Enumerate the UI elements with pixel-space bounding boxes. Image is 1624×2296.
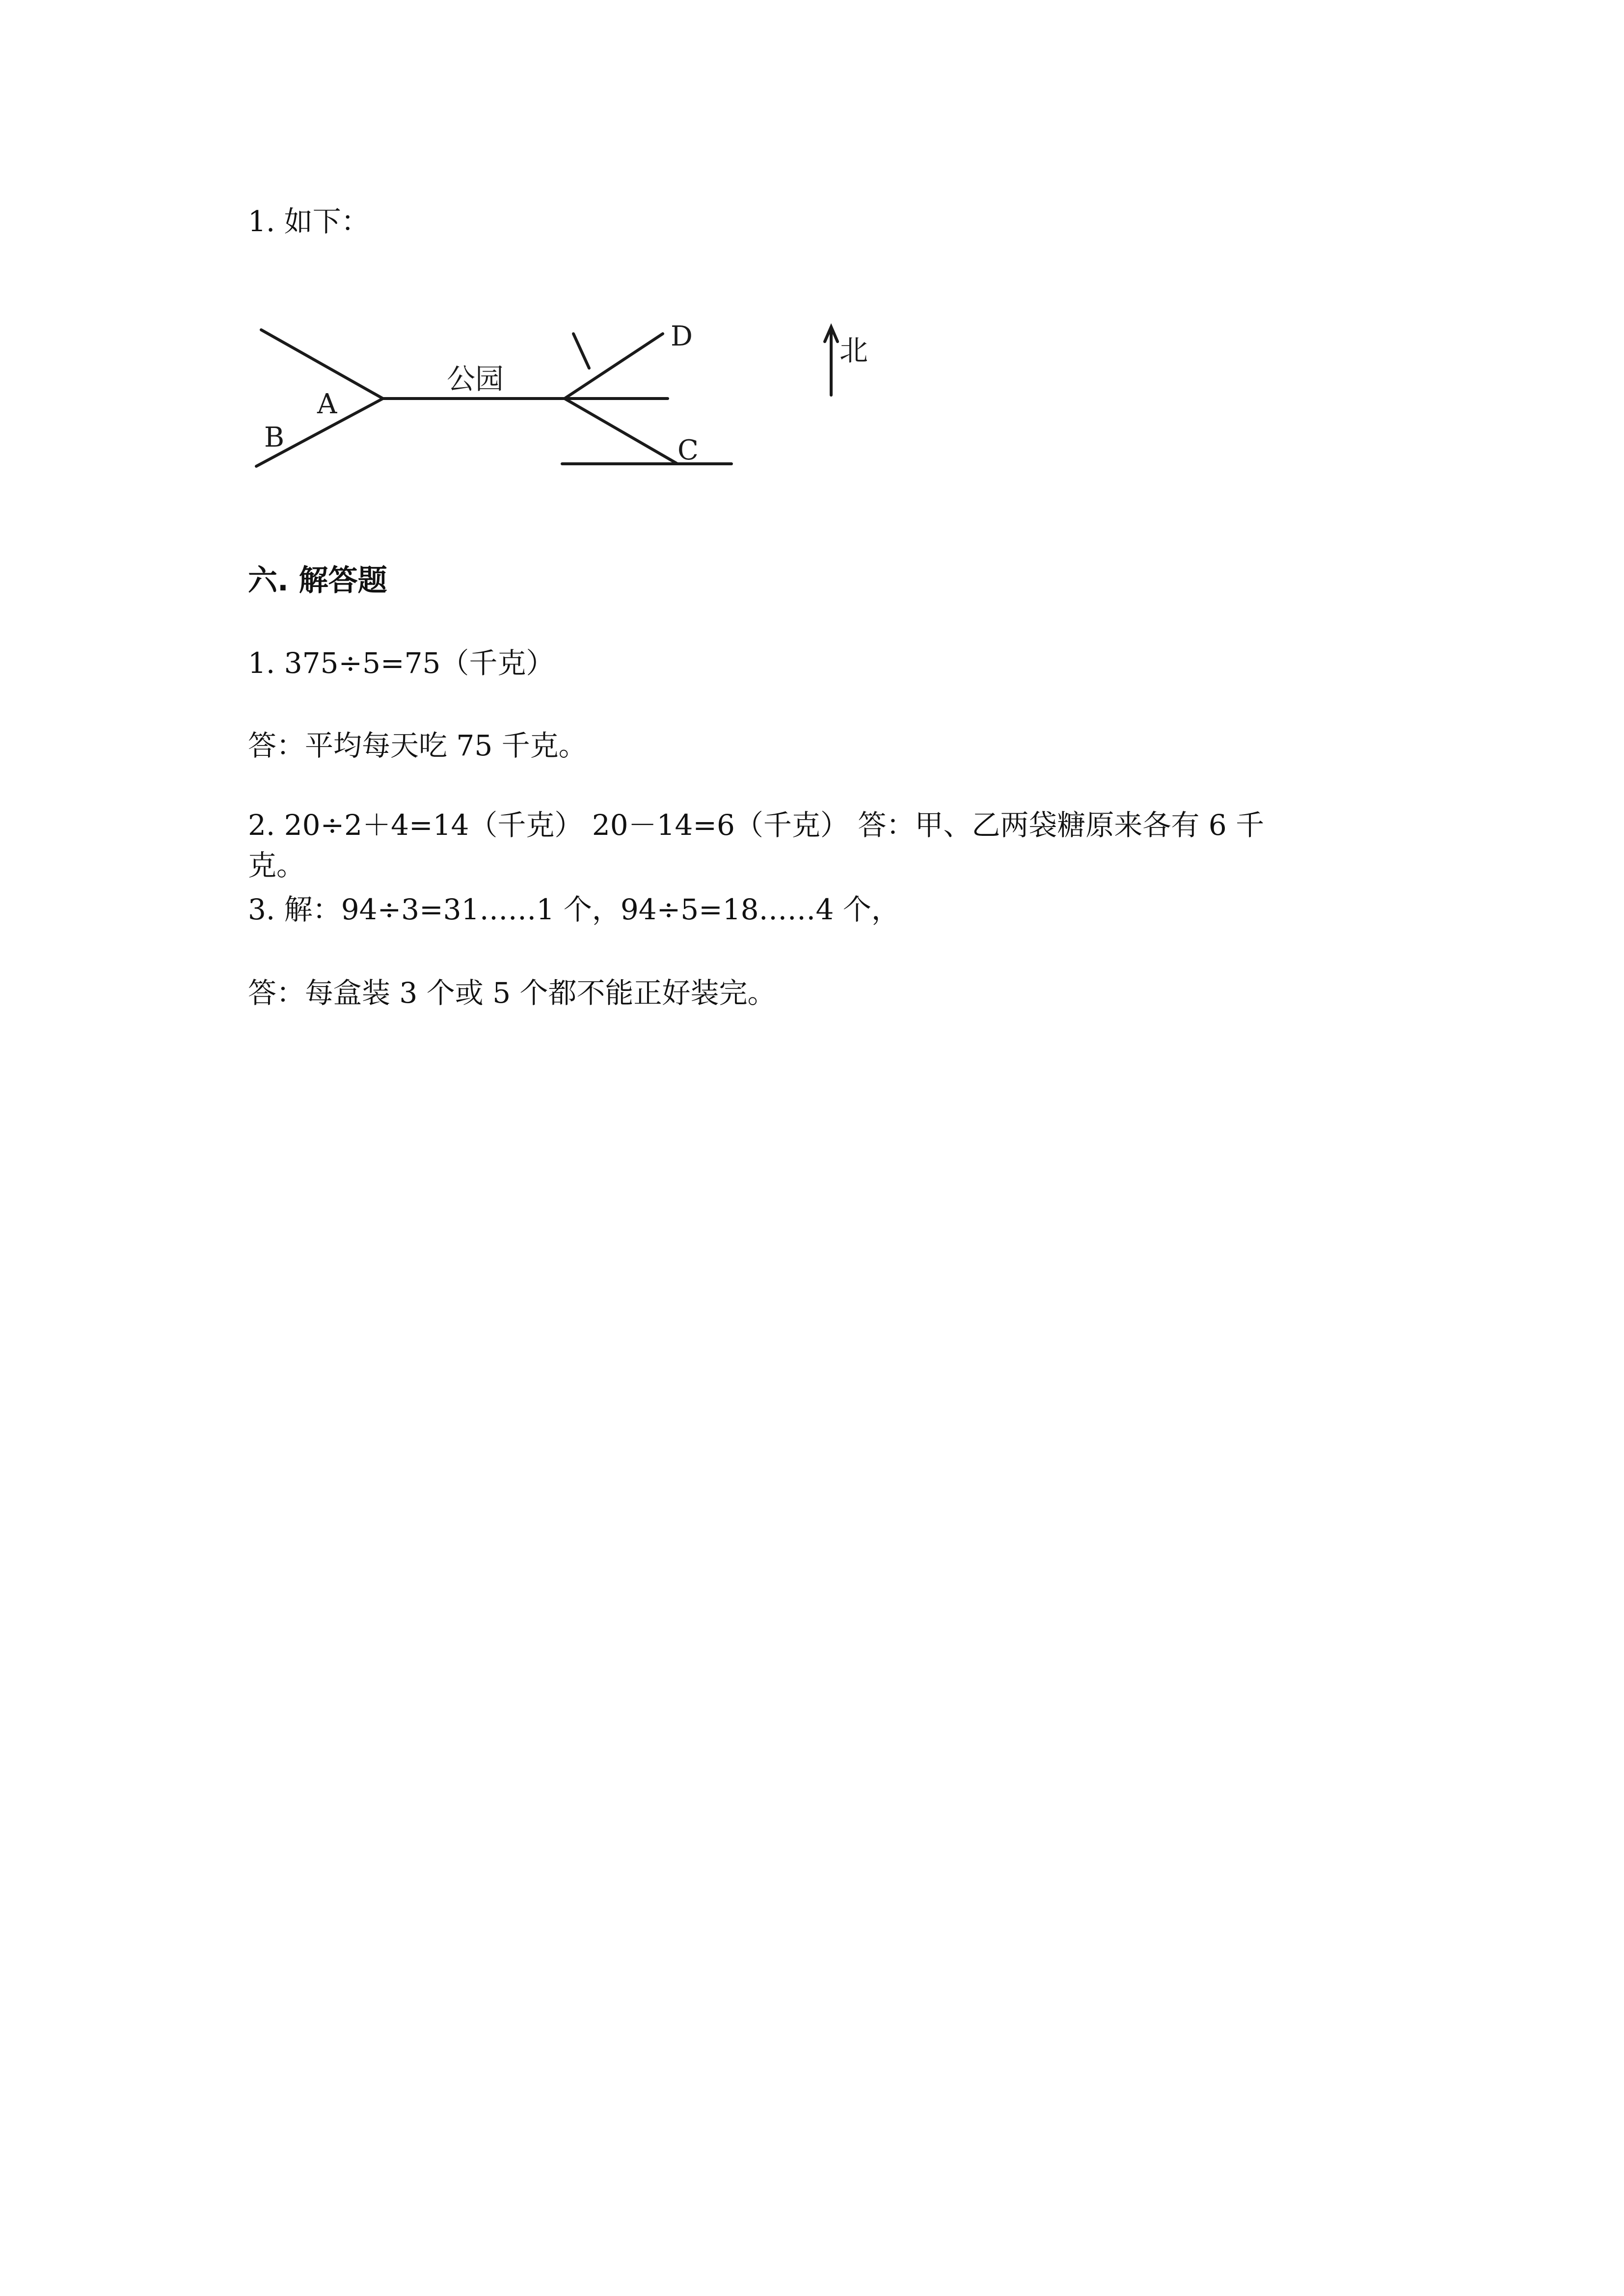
label-park: 公园 <box>447 362 504 396</box>
q2-line2: 克。 <box>248 849 305 882</box>
section-heading: 六. 解答题 <box>248 563 387 598</box>
label-north: 北 <box>839 334 868 367</box>
label-a: A <box>317 388 337 420</box>
q3-equation: 3. 解：94÷3=31……1 个，94÷5=18……4 个， <box>248 893 900 926</box>
road-branch-stub <box>573 334 589 368</box>
q1-answer: 答：平均每天吃 75 千克。 <box>248 729 587 762</box>
q3-answer: 答：每盒装 3 个或 5 个都不能正好装完。 <box>248 976 776 1010</box>
q1-equation: 1. 375÷5=75（千克） <box>248 646 555 680</box>
map-answer-title: 1. 如下： <box>248 205 370 238</box>
road-to-c <box>565 399 677 464</box>
label-d: D <box>671 320 693 352</box>
q2-line1: 2. 20÷2＋4=14（千克） 20－14=6（千克） 答：甲、乙两袋糖原来各有 6 千 <box>248 808 1265 842</box>
label-c: C <box>677 434 699 466</box>
label-b: B <box>264 422 285 454</box>
route-map-diagram <box>245 304 933 481</box>
